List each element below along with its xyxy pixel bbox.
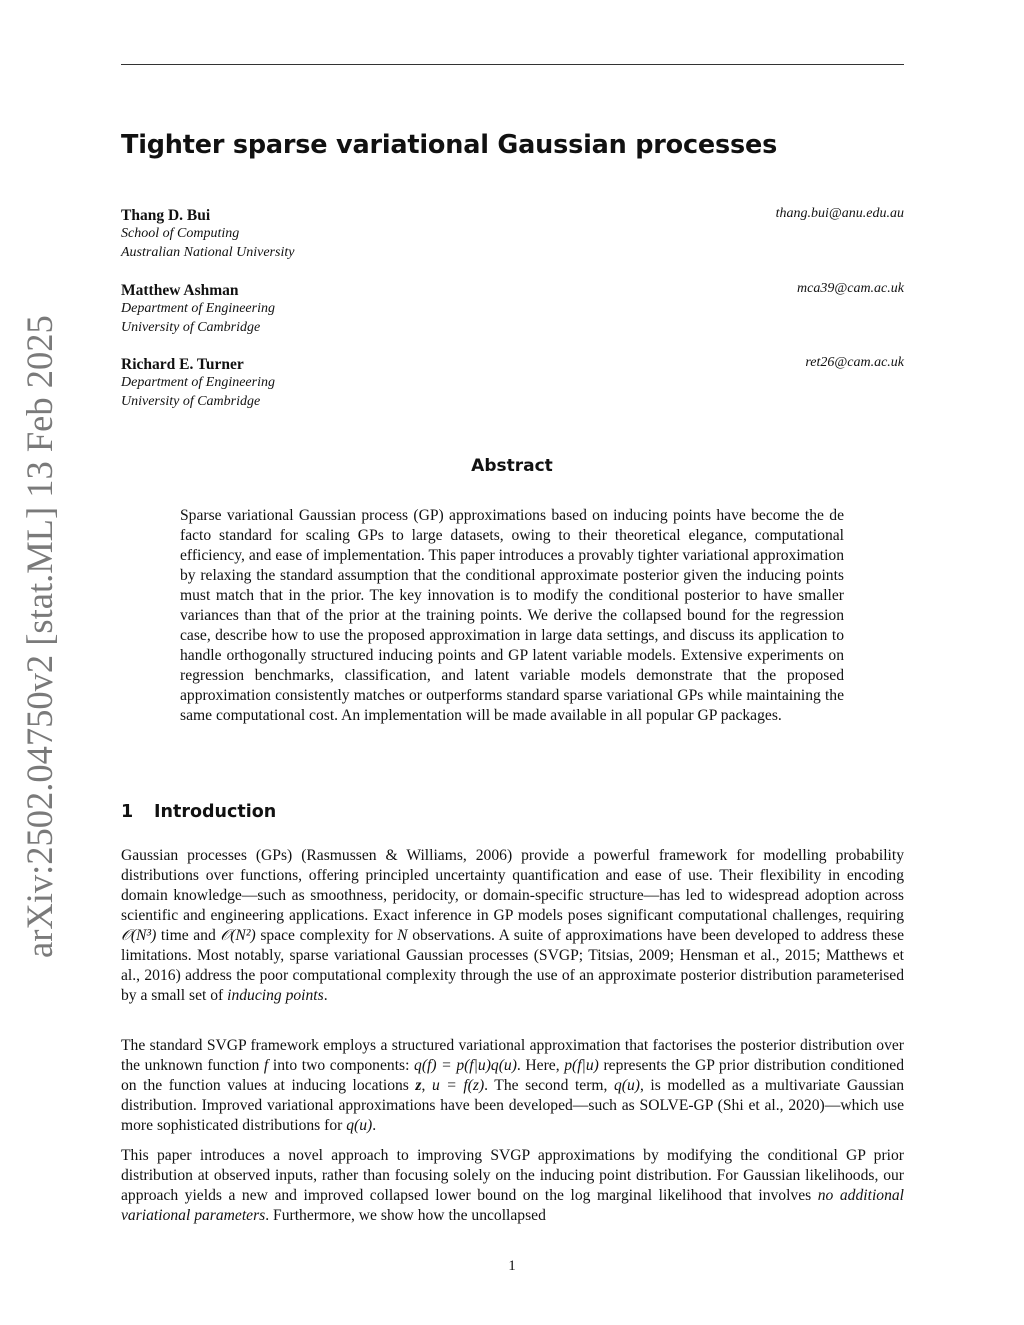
author-block bbox=[121, 281, 904, 337]
abstract-heading: Abstract bbox=[471, 456, 553, 476]
math-expression: f bbox=[263, 1057, 269, 1074]
author-name: Richard E. Turner bbox=[121, 356, 244, 373]
author-affiliation: University of Cambridge bbox=[121, 393, 261, 409]
emphasis-text: no additional variational parameters bbox=[121, 1187, 904, 1224]
paragraph-text: . bbox=[323, 987, 328, 1004]
paragraph-text: . The second term, bbox=[484, 1077, 614, 1094]
paragraph-text: , bbox=[421, 1077, 432, 1094]
page-number: 1 bbox=[508, 1258, 516, 1274]
author-affiliation: Department of Engineering bbox=[121, 301, 275, 316]
author-name: Thang D. Bui bbox=[121, 207, 211, 224]
author-affiliation: Australian National University bbox=[121, 244, 295, 260]
math-expression: 𝒪(N²) bbox=[220, 927, 256, 944]
author-affiliation: Department of Engineering bbox=[121, 375, 275, 390]
math-expression: q(u) bbox=[613, 1077, 640, 1094]
math-expression: q(u) bbox=[346, 1117, 373, 1134]
author-block bbox=[121, 206, 904, 262]
author-affiliation: University of Cambridge bbox=[121, 319, 261, 335]
section-title: Introduction bbox=[154, 802, 277, 822]
abstract-text: Sparse variational Gaussian process (GP) approximations based on inducing points have become the de facto standard for scaling GPs to large datasets, owing to their theoretical elegance, computational efficiency, and ease of implementation. This paper introduces a provably tighter variational approximation by relaxing the standard assumption that the conditional approximate posterior given the inducing points must match that in the prior. The key innovation is to modify the conditional posterior to have smaller variances than that of the prior at the training points. We derive the collapsed bound for the regression case, describe how to use the proposed approximation in large data settings, and discuss its application to handle orthogonally structured inducing points and GP latent variable models. Extensive experiments on regression benchmarks, classification, and latent variable models demonstrate that the proposed approximation consistently matches or outperforms standard sparse variational GPs while maintaining the same computational cost. An implementation will be made available in all popular GP packages. bbox=[180, 507, 844, 724]
paragraph-text: represents the GP prior distribution conditioned on the function values at inducing locations bbox=[121, 1057, 904, 1094]
math-expression: 𝒪(N³) bbox=[121, 927, 157, 944]
top-rule bbox=[121, 64, 904, 65]
arxiv-stamp: arXiv:2502.04750v2 [stat.ML] 13 Feb 2025 bbox=[19, 315, 60, 958]
emphasis-text: inducing points bbox=[227, 987, 324, 1004]
intro-paragraph-1 bbox=[121, 846, 904, 1006]
author-affiliation: School of Computing bbox=[121, 226, 240, 241]
author-name: Matthew Ashman bbox=[121, 282, 239, 299]
author-block bbox=[121, 355, 904, 411]
math-expression: z bbox=[415, 1077, 422, 1094]
paragraph-text: observations. A suite of approximations have been developed to address these limitations. Most notably, sparse variational Gaussian processes (SVGP; Titsias, 2009; Hensman et al., 2015; Matthews et al., 2016) address the poor computational complexity through the use of an approximate posterior distribution parameterised by a small set of bbox=[121, 927, 905, 1004]
author-email: mca39@cam.ac.uk bbox=[797, 281, 904, 296]
paragraph-text: Gaussian processes (GPs) (Rasmussen & Williams, 2006) provide a powerful framework for modelling probability distributions over functions, offering principled uncertainty quantification and ease of use. Their flexibility in encoding domain knowledge—such as smoothness, peridocity, or domain-specific structure—has led to widespread adoption across scientific and engineering applications. Exact inference in GP models poses significant computational challenges, requiring bbox=[121, 847, 904, 924]
paragraph-text: , is modelled as a multivariate Gaussian distribution. Improved variational approximations have been developed—such as SOLVE-GP (Shi et al., 2020)—which use more sophisticated distributions for bbox=[121, 1077, 904, 1134]
author-email: thang.bui@anu.edu.au bbox=[775, 206, 904, 221]
section-heading bbox=[121, 802, 276, 822]
paper-title: Tighter sparse variational Gaussian processes bbox=[121, 130, 778, 160]
paragraph-text: . Here, bbox=[516, 1057, 565, 1074]
intro-paragraph-3 bbox=[121, 1146, 904, 1226]
math-expression: q(f) = p(f|u)q(u) bbox=[414, 1057, 517, 1074]
paragraph-text: into two components: bbox=[268, 1057, 415, 1074]
math-expression: p(f|u) bbox=[564, 1057, 599, 1074]
paragraph-text: . Furthermore, we show how the uncollapsed bbox=[265, 1207, 546, 1224]
section-number: 1 bbox=[121, 802, 134, 822]
math-expression: N bbox=[397, 927, 408, 944]
author-email: ret26@cam.ac.uk bbox=[805, 355, 904, 370]
paragraph-text: . bbox=[372, 1117, 377, 1134]
paragraph-text: time and bbox=[156, 927, 221, 944]
paragraph-text: space complexity for bbox=[255, 927, 398, 944]
paragraph-text: The standard SVGP framework employs a structured variational approximation that factorises the posterior distribution over the unknown function bbox=[121, 1037, 904, 1074]
paragraph-text: This paper introduces a novel approach to improving SVGP approximations by modifying the conditional GP prior distribution at observed inputs, rather than focusing solely on the inducing point distribution. For Gaussian likelihoods, our approach yields a new and improved collapsed lower bound on the log marginal likelihood that involves bbox=[121, 1147, 904, 1204]
intro-paragraph-2 bbox=[121, 1036, 904, 1136]
math-expression: u = f(z) bbox=[431, 1077, 485, 1094]
